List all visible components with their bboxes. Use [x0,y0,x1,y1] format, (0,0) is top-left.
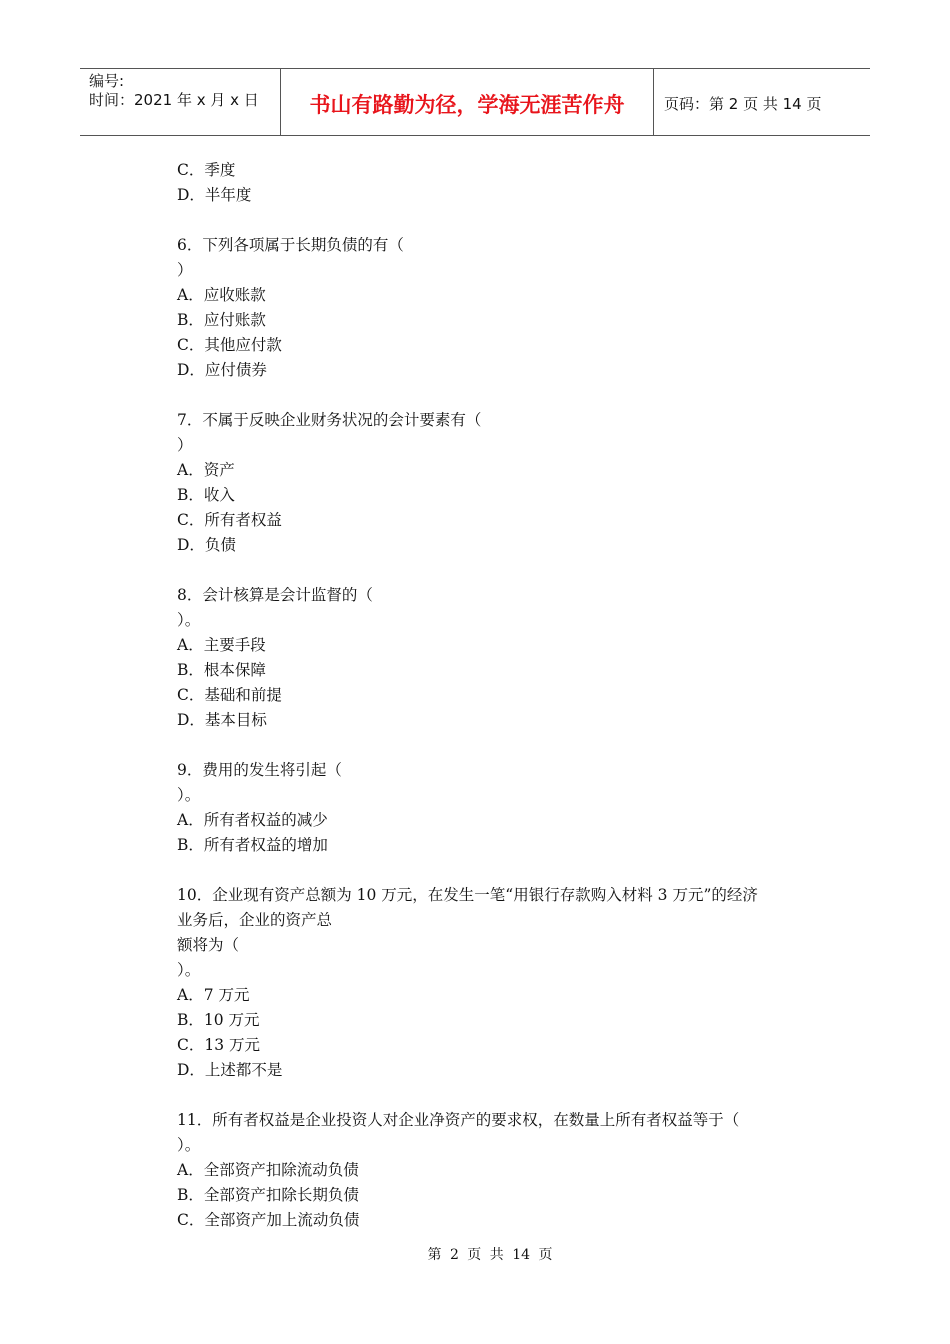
text-line: C．13 万元 [177,1036,261,1054]
text-line: 11．所有者权益是企业投资人对企业净资产的要求权，在数量上所有者权益等于（ [177,1111,740,1129]
text-line: ）。 [177,1136,201,1154]
text-line: 10．企业现有资产总额为 10 万元，在发生一笔“用银行存款购入材料 3 万元”的经济 [177,886,758,904]
text-line: A．全部资产扣除流动负债 [177,1161,359,1179]
text-line: B．所有者权益的增加 [177,836,328,854]
blank-line [177,733,817,758]
text-line: D．负债 [177,536,236,554]
text-line: B．全部资产扣除长期负债 [177,1186,359,1204]
text-line: A．应收账款 [177,286,266,304]
document-number-label: 编号: [89,72,125,90]
text-line: A．资产 [177,461,235,479]
text-line: D．上述都不是 [177,1061,283,1079]
blank-line [177,383,817,408]
blank-line [177,208,817,233]
text-line: C．季度 [177,161,236,179]
text-line: B．根本保障 [177,661,266,679]
text-line: C．其他应付款 [177,336,282,354]
text-line: 7．不属于反映企业财务状况的会计要素有（ [177,411,482,429]
question-body [177,158,817,1233]
document-header [80,68,870,136]
text-line: ）。 [177,786,201,804]
blank-line [177,558,817,583]
text-line: ） [177,261,193,279]
header-motto: 书山有路勤为径，学海无涯苦作舟 [281,69,654,135]
header-page-info: 页码：第 2 页 共 14 页 [664,94,822,113]
text-line: C．全部资产加上流动负债 [177,1211,360,1229]
text-line: B．10 万元 [177,1011,260,1029]
text-line: B．应付账款 [177,311,266,329]
text-line: ）。 [177,961,201,979]
page-footer: 第 2 页 共 14 页 [427,1247,553,1263]
text-line: 额将为（ [177,936,240,954]
text-line: A．所有者权益的减少 [177,811,328,829]
text-line: ） [177,436,193,454]
text-line: C．所有者权益 [177,511,282,529]
text-line: 8．会计核算是会计监督的（ [177,586,373,604]
text-line: D．基本目标 [177,711,267,729]
text-line: A．7 万元 [177,986,250,1004]
text-line: 业务后，企业的资产总 [177,911,333,929]
text-line: ）。 [177,611,201,629]
header-meta [80,69,281,135]
text-line: D．半年度 [177,186,252,204]
text-line: C．基础和前提 [177,686,282,704]
blank-line [177,858,817,883]
text-line: A．主要手段 [177,636,266,654]
text-line: B．收入 [177,486,235,504]
text-line: 6．下列各项属于长期负债的有（ [177,236,404,254]
text-line: D．应付债券 [177,361,267,379]
document-date: 时间：2021 年 x 月 x 日 [89,91,259,109]
text-line: 9．费用的发生将引起（ [177,761,342,779]
blank-line [177,1083,817,1108]
